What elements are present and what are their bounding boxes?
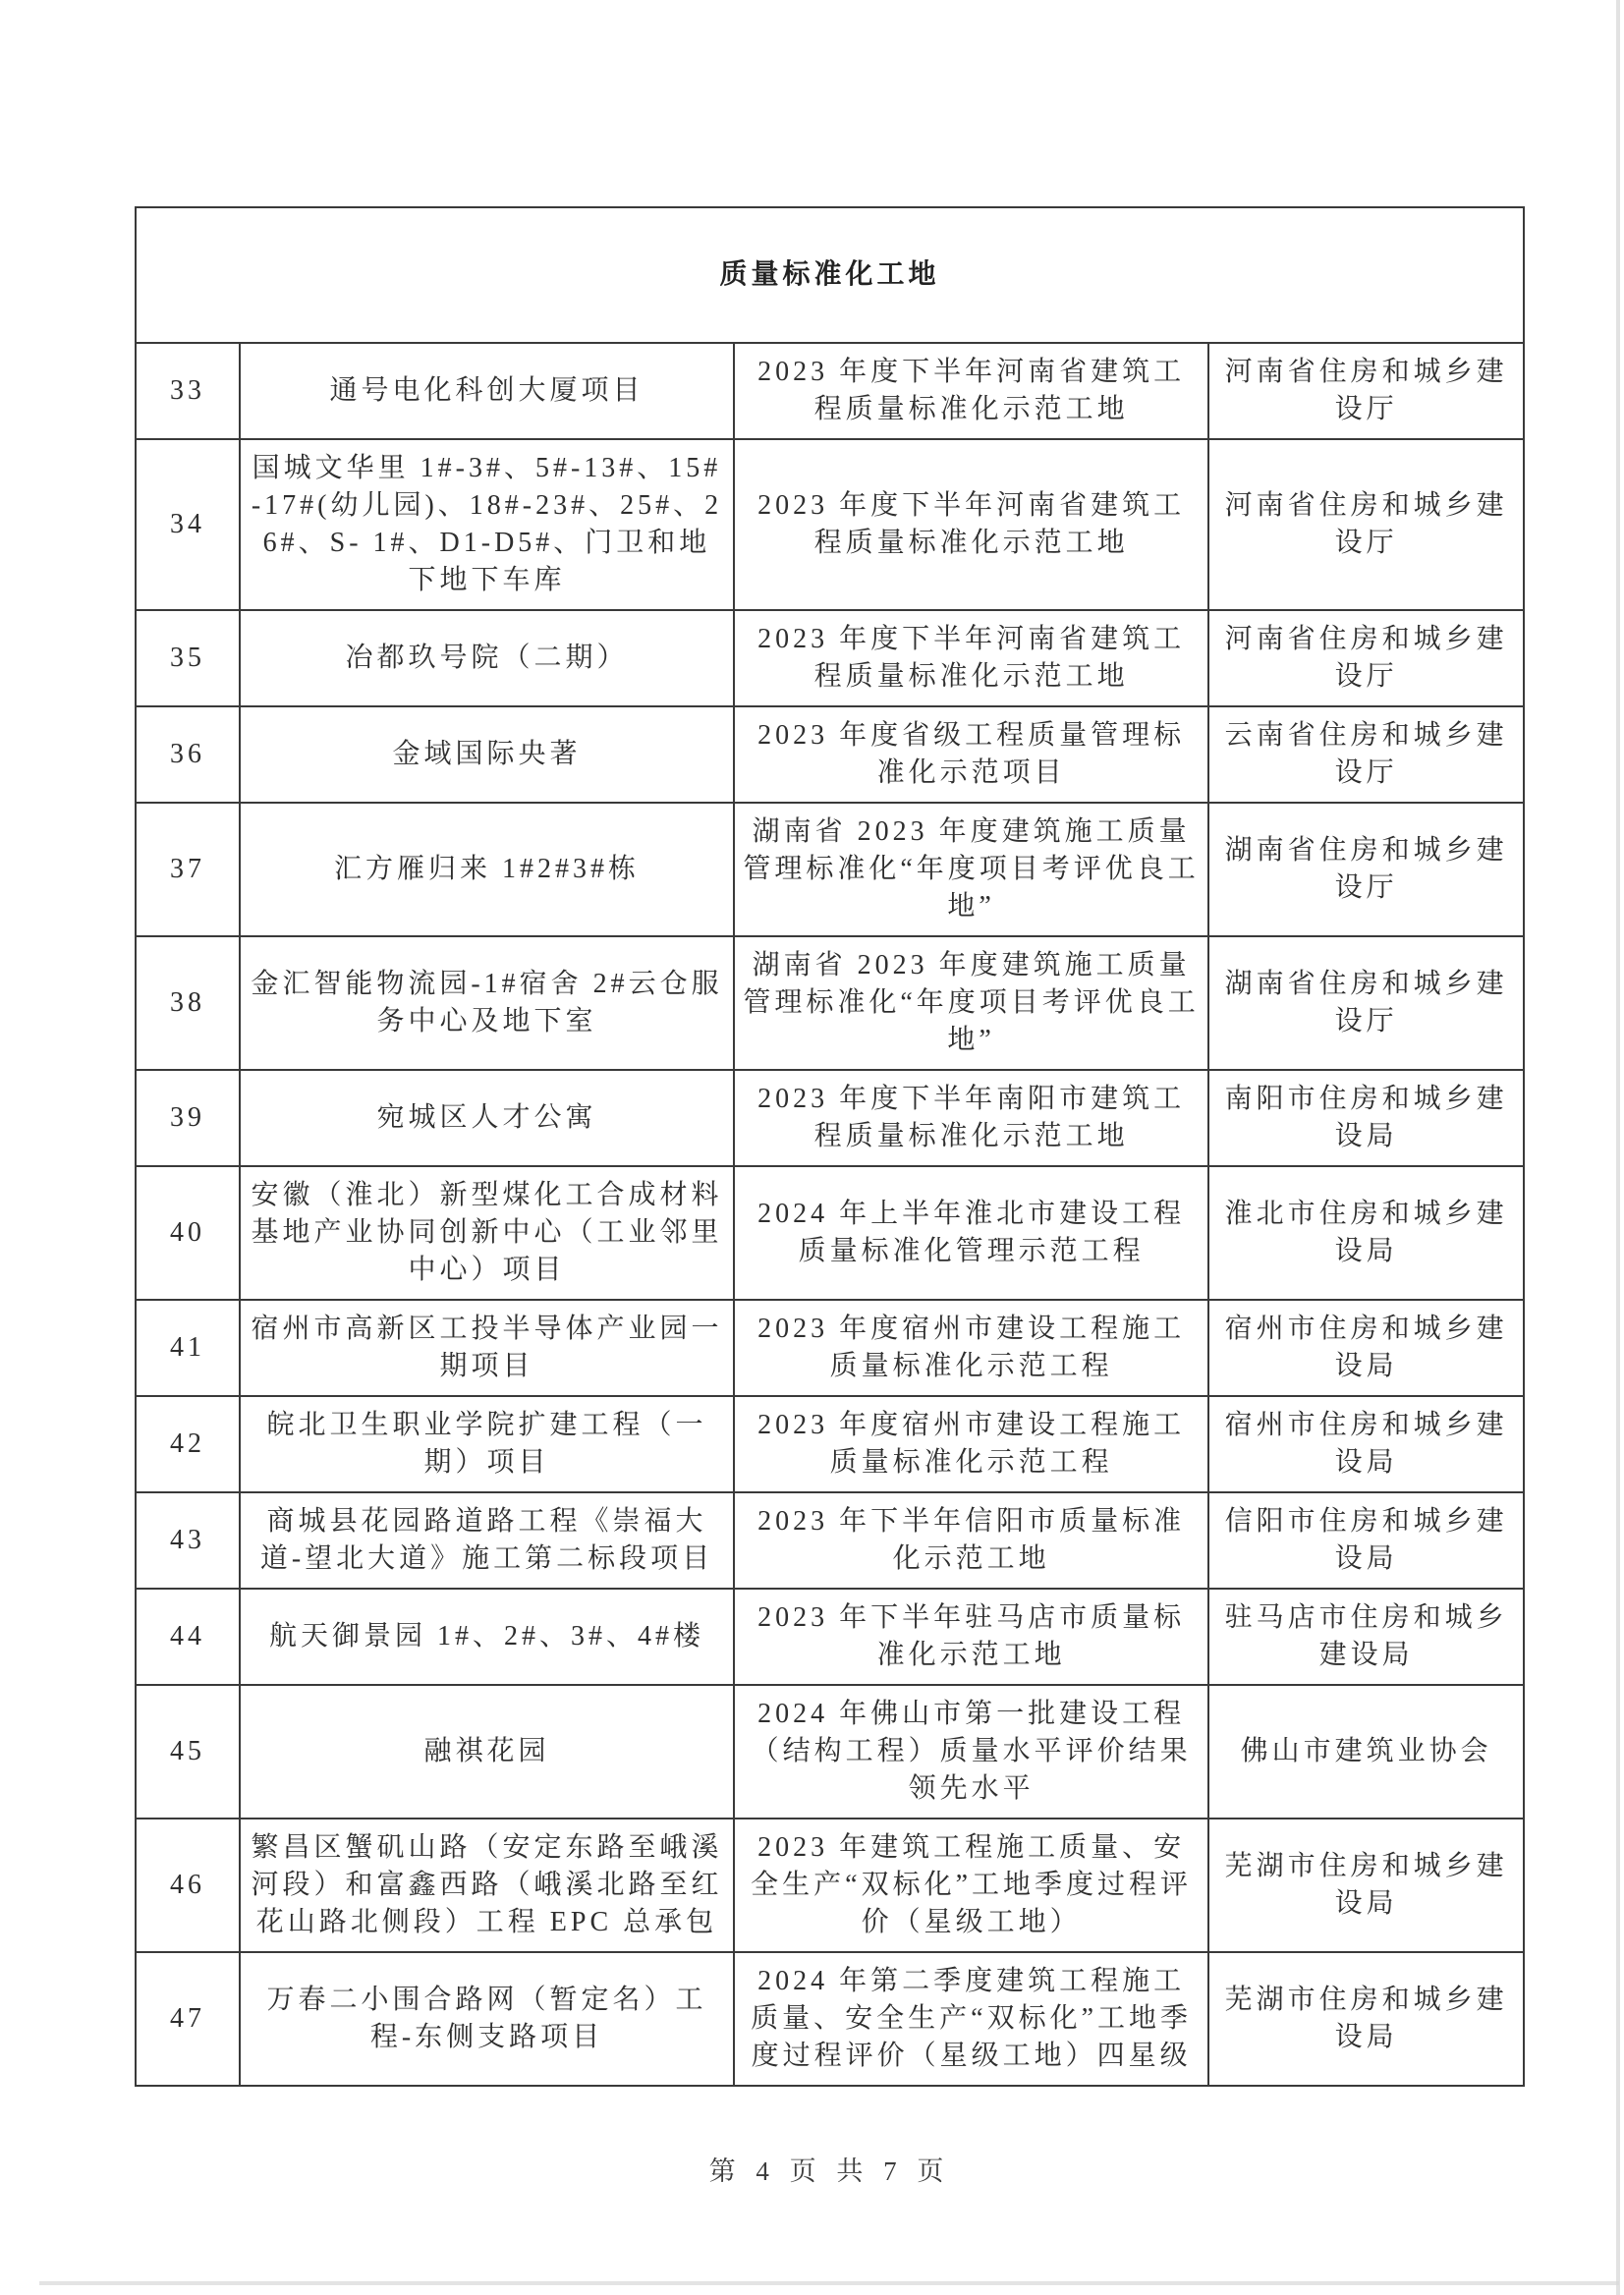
award-name-cell: 湖南省 2023 年度建筑施工质量管理标准化“年度项目考评优良工地” <box>734 936 1208 1070</box>
table-row <box>136 1300 1524 1396</box>
project-name-cell: 融祺花园 <box>240 1685 734 1819</box>
row-number-cell: 34 <box>136 439 240 610</box>
table-row <box>136 706 1524 803</box>
award-name-cell: 2023 年度省级工程质量管理标准化示范项目 <box>734 706 1208 803</box>
table-title-row <box>136 207 1524 343</box>
award-name-cell: 2024 年上半年淮北市建设工程质量标准化管理示范工程 <box>734 1166 1208 1300</box>
issuer-cell: 云南省住房和城乡建设厅 <box>1208 706 1524 803</box>
table-row <box>136 1685 1524 1819</box>
row-number-cell: 42 <box>136 1396 240 1492</box>
table-body <box>136 207 1524 2086</box>
award-name-cell: 2023 年建筑工程施工质量、安全生产“双标化”工地季度过程评价（星级工地） <box>734 1819 1208 1952</box>
issuer-cell: 芜湖市住房和城乡建设局 <box>1208 1952 1524 2086</box>
page-number: 第 4 页 共 7 页 <box>708 2156 951 2186</box>
issuer-cell: 佛山市建筑业协会 <box>1208 1685 1524 1819</box>
row-number-cell: 39 <box>136 1070 240 1166</box>
scan-edge-artifact-right <box>1616 0 1620 2295</box>
issuer-cell: 芜湖市住房和城乡建设局 <box>1208 1819 1524 1952</box>
row-number-cell: 47 <box>136 1952 240 2086</box>
award-name-cell: 2024 年第二季度建筑工程施工质量、安全生产“双标化”工地季度过程评价（星级工地）四星级 <box>734 1952 1208 2086</box>
project-name-cell: 宿州市高新区工投半导体产业园一期项目 <box>240 1300 734 1396</box>
project-name-cell: 商城县花园路道路工程《崇福大道-望北大道》施工第二标段项目 <box>240 1492 734 1589</box>
table-row <box>136 1589 1524 1685</box>
row-number-cell: 46 <box>136 1819 240 1952</box>
award-name-cell: 2023 年度宿州市建设工程施工质量标准化示范工程 <box>734 1300 1208 1396</box>
award-name-cell: 2023 年度下半年河南省建筑工程质量标准化示范工地 <box>734 610 1208 706</box>
issuer-cell: 驻马店市住房和城乡建设局 <box>1208 1589 1524 1685</box>
award-name-cell: 2023 年度下半年河南省建筑工程质量标准化示范工地 <box>734 343 1208 439</box>
issuer-cell: 湖南省住房和城乡建设厅 <box>1208 936 1524 1070</box>
row-number-cell: 43 <box>136 1492 240 1589</box>
issuer-cell: 湖南省住房和城乡建设厅 <box>1208 803 1524 936</box>
award-name-cell: 2023 年下半年信阳市质量标准化示范工地 <box>734 1492 1208 1589</box>
award-name-cell: 2023 年下半年驻马店市质量标准化示范工地 <box>734 1589 1208 1685</box>
document-sheet <box>135 206 1525 2087</box>
project-name-cell: 航天御景园 1#、2#、3#、4#楼 <box>240 1589 734 1685</box>
table-row <box>136 1952 1524 2086</box>
project-name-cell: 宛城区人才公寓 <box>240 1070 734 1166</box>
table-row <box>136 610 1524 706</box>
issuer-cell: 河南省住房和城乡建设厅 <box>1208 343 1524 439</box>
row-number-cell: 37 <box>136 803 240 936</box>
table-row <box>136 1396 1524 1492</box>
project-name-cell: 汇方雁归来 1#2#3#栋 <box>240 803 734 936</box>
project-name-cell: 冶都玖号院（二期） <box>240 610 734 706</box>
table-row <box>136 1492 1524 1589</box>
issuer-cell: 河南省住房和城乡建设厅 <box>1208 610 1524 706</box>
table-row <box>136 1166 1524 1300</box>
project-name-cell: 万春二小围合路网（暂定名）工程-东侧支路项目 <box>240 1952 734 2086</box>
table-row <box>136 1070 1524 1166</box>
row-number-cell: 44 <box>136 1589 240 1685</box>
issuer-cell: 河南省住房和城乡建设厅 <box>1208 439 1524 610</box>
project-name-cell: 金域国际央著 <box>240 706 734 803</box>
row-number-cell: 35 <box>136 610 240 706</box>
project-name-cell: 通号电化科创大厦项目 <box>240 343 734 439</box>
row-number-cell: 41 <box>136 1300 240 1396</box>
award-name-cell: 2023 年度下半年南阳市建筑工程质量标准化示范工地 <box>734 1070 1208 1166</box>
row-number-cell: 36 <box>136 706 240 803</box>
table-row <box>136 343 1524 439</box>
award-name-cell: 2024 年佛山市第一批建设工程（结构工程）质量水平评价结果领先水平 <box>734 1685 1208 1819</box>
table-title: 质量标准化工地 <box>136 207 1524 343</box>
table-row <box>136 439 1524 610</box>
project-name-cell: 金汇智能物流园-1#宿舍 2#云仓服务中心及地下室 <box>240 936 734 1070</box>
row-number-cell: 38 <box>136 936 240 1070</box>
issuer-cell: 宿州市住房和城乡建设局 <box>1208 1300 1524 1396</box>
issuer-cell: 淮北市住房和城乡建设局 <box>1208 1166 1524 1300</box>
row-number-cell: 40 <box>136 1166 240 1300</box>
award-name-cell: 湖南省 2023 年度建筑施工质量管理标准化“年度项目考评优良工地” <box>734 803 1208 936</box>
project-name-cell: 安徽（淮北）新型煤化工合成材料基地产业协同创新中心（工业邻里中心）项目 <box>240 1166 734 1300</box>
table-row <box>136 803 1524 936</box>
issuer-cell: 信阳市住房和城乡建设局 <box>1208 1492 1524 1589</box>
issuer-cell: 宿州市住房和城乡建设局 <box>1208 1396 1524 1492</box>
project-name-cell: 皖北卫生职业学院扩建工程（一期）项目 <box>240 1396 734 1492</box>
table-row <box>136 936 1524 1070</box>
project-name-cell: 繁昌区蟹矶山路（安定东路至峨溪河段）和富鑫西路（峨溪北路至红花山路北侧段）工程 EPC 总承包 <box>240 1819 734 1952</box>
row-number-cell: 33 <box>136 343 240 439</box>
quality-standardization-table <box>135 206 1525 2087</box>
scan-edge-artifact-bottom <box>39 2281 1619 2285</box>
table-row <box>136 1819 1524 1952</box>
award-name-cell: 2023 年度宿州市建设工程施工质量标准化示范工程 <box>734 1396 1208 1492</box>
issuer-cell: 南阳市住房和城乡建设局 <box>1208 1070 1524 1166</box>
row-number-cell: 45 <box>136 1685 240 1819</box>
project-name-cell: 国城文华里 1#-3#、5#-13#、15#-17#(幼儿园)、18#-23#、25#、26#、S- 1#、D1-D5#、门卫和地下地下车库 <box>240 439 734 610</box>
award-name-cell: 2023 年度下半年河南省建筑工程质量标准化示范工地 <box>734 439 1208 610</box>
